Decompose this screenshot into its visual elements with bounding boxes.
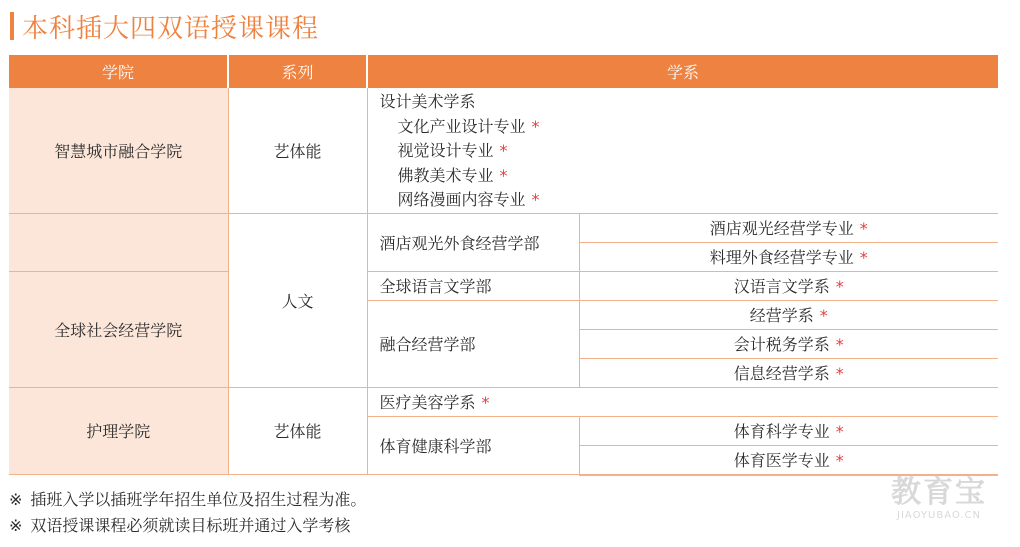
star-mark: *	[499, 165, 508, 185]
major-cell	[579, 242, 998, 271]
star-mark: *	[835, 277, 844, 296]
major-cell	[579, 213, 998, 242]
star-mark: *	[531, 190, 540, 209]
major-name: 体育医学专业	[733, 451, 830, 470]
major-name: 视觉设计专业	[397, 141, 494, 160]
star-mark: *	[531, 116, 540, 136]
star-mark: *	[835, 422, 844, 441]
dept-cell-sports: 体育健康科学部	[367, 416, 579, 475]
college-cell-smart: 智慧城市融合学院	[9, 88, 228, 213]
major-name: 汉语言文学系	[733, 277, 830, 296]
table-header-row	[9, 55, 998, 88]
major-name: 会计税务学系	[733, 335, 830, 354]
star-mark: *	[859, 248, 868, 267]
dept-cell-hotel: 酒店观光外食经营学部	[367, 213, 579, 271]
page-title-block	[10, 10, 319, 42]
note-mark: ※	[9, 516, 23, 535]
watermark-logo-text: 教育宝	[891, 475, 987, 510]
college-cell-nursing: 护理学院	[9, 387, 228, 475]
footnote	[9, 513, 366, 539]
major-name: 酒店观光经营学专业	[709, 219, 854, 238]
major-cell	[579, 445, 998, 475]
list-item	[380, 115, 999, 140]
course-table	[9, 55, 998, 476]
table-row	[9, 387, 998, 416]
major-cell	[579, 358, 998, 387]
major-name: 料理外食经营学专业	[709, 248, 854, 267]
star-mark: *	[859, 219, 868, 238]
watermark	[880, 476, 998, 522]
major-cell	[579, 300, 998, 329]
note-text: 双语授课课程必须就读目标班并通过入学考核	[30, 516, 351, 535]
star-mark: *	[499, 141, 508, 160]
footnote	[9, 487, 366, 513]
page-title: 本科插大四双语授课课程	[22, 13, 320, 44]
dept-name: 医疗美容学系	[379, 393, 476, 412]
major-name: 体育科学专业	[733, 422, 830, 441]
star-mark: *	[835, 335, 844, 354]
dept-name: 设计美术学系	[379, 92, 476, 111]
series-cell-arts: 艺体能	[228, 88, 367, 213]
major-cell	[579, 271, 998, 300]
design-dept-list	[368, 88, 999, 213]
footnotes	[9, 487, 366, 539]
major-name: 网络漫画内容专业	[397, 190, 526, 209]
college-cell-smart-cont	[9, 213, 228, 271]
major-cell	[579, 416, 998, 445]
header-series: 系列	[228, 55, 367, 88]
dept-cell-beauty	[367, 387, 998, 416]
star-mark: *	[835, 364, 844, 383]
table-row	[9, 271, 998, 300]
major-name: 佛教美术专业	[397, 165, 494, 185]
header-college: 学院	[9, 55, 228, 88]
college-cell-global: 全球社会经营学院	[9, 271, 228, 387]
design-dept-cell	[367, 88, 998, 213]
major-name: 信息经营学系	[733, 364, 830, 383]
series-cell-humanities: 人文	[228, 213, 367, 387]
list-item	[380, 139, 999, 164]
list-item	[380, 164, 999, 189]
dept-cell-business: 融合经营学部	[367, 300, 579, 387]
star-mark: *	[481, 393, 490, 412]
series-cell-arts-2: 艺体能	[228, 387, 367, 475]
major-name: 经营学系	[749, 306, 814, 325]
header-department: 学系	[367, 55, 998, 88]
major-name: 文化产业设计专业	[397, 116, 526, 136]
star-mark: *	[835, 451, 844, 470]
list-item	[380, 188, 999, 213]
title-accent-bar	[10, 12, 14, 40]
dept-cell-language: 全球语言文学部	[367, 271, 579, 300]
table-row	[9, 213, 998, 242]
note-text: 插班入学以插班学年招生单位及招生过程为准。	[30, 490, 367, 509]
star-mark: *	[819, 306, 828, 325]
watermark-url: JIAOYUBAO.CN	[897, 510, 981, 521]
major-cell	[579, 329, 998, 358]
note-mark: ※	[9, 490, 23, 509]
table-row	[9, 88, 998, 213]
